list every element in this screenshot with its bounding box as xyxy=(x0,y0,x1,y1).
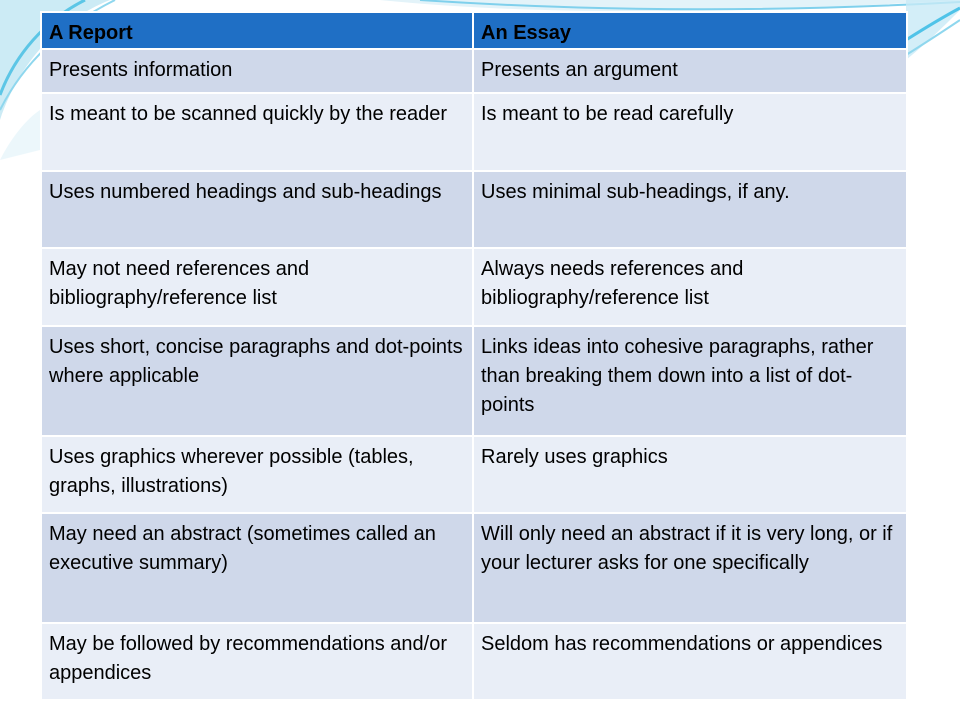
essay-cell: Presents an argument xyxy=(473,49,907,93)
essay-cell: Links ideas into cohesive paragraphs, rather than breaking them down into a list of dot-points xyxy=(473,326,907,436)
header-row xyxy=(41,12,907,49)
essay-cell: Seldom has recommendations or appendices xyxy=(473,623,907,700)
header-report: A Report xyxy=(41,12,473,49)
comparison-table xyxy=(40,11,908,701)
table-row xyxy=(41,171,907,248)
table-row xyxy=(41,623,907,700)
table-row xyxy=(41,248,907,326)
essay-cell: Always needs references and bibliography/reference list xyxy=(473,248,907,326)
table-row xyxy=(41,49,907,93)
table-row xyxy=(41,513,907,623)
report-cell: Uses graphics wherever possible (tables, graphs, illustrations) xyxy=(41,436,473,513)
report-cell: May be followed by recommendations and/or appendices xyxy=(41,623,473,700)
report-cell: May not need references and bibliography/reference list xyxy=(41,248,473,326)
essay-cell: Rarely uses graphics xyxy=(473,436,907,513)
essay-cell: Will only need an abstract if it is very long, or if your lecturer asks for one specifically xyxy=(473,513,907,623)
report-cell: Uses short, concise paragraphs and dot-points where applicable xyxy=(41,326,473,436)
report-cell: Is meant to be scanned quickly by the reader xyxy=(41,93,473,171)
essay-cell: Uses minimal sub-headings, if any. xyxy=(473,171,907,248)
table-row xyxy=(41,93,907,171)
report-cell: May need an abstract (sometimes called an executive summary) xyxy=(41,513,473,623)
table-row xyxy=(41,436,907,513)
report-cell: Uses numbered headings and sub-headings xyxy=(41,171,473,248)
report-cell: Presents information xyxy=(41,49,473,93)
header-essay: An Essay xyxy=(473,12,907,49)
table-row xyxy=(41,326,907,436)
essay-cell: Is meant to be read carefully xyxy=(473,93,907,171)
